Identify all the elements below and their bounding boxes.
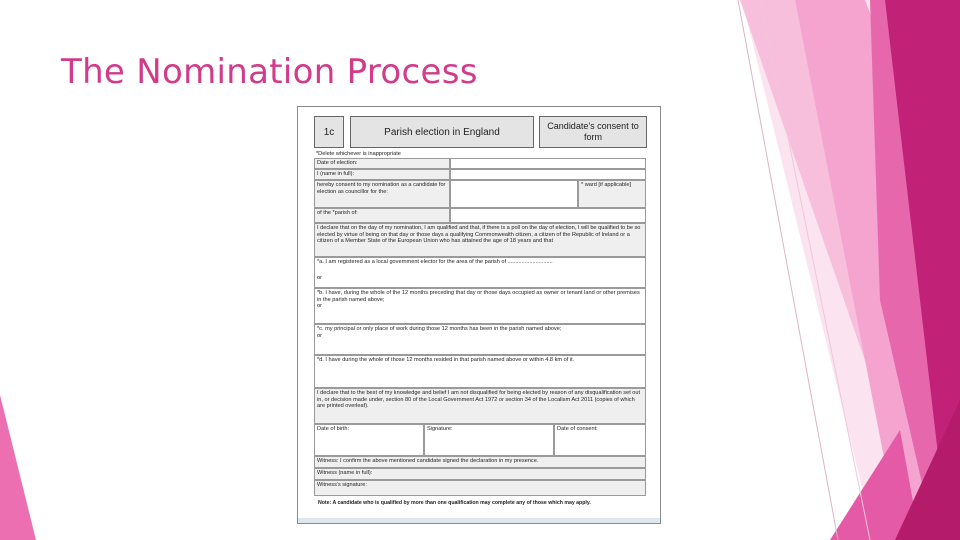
qualification-a-text: *a. I am registered as a local government elector for the area of the parish of ............................. bbox=[317, 259, 553, 265]
ward-label: * ward [if applicable] bbox=[578, 180, 646, 208]
consent-form bbox=[314, 116, 646, 516]
date-of-election-field bbox=[450, 158, 646, 169]
witness-confirm: Witness: I confirm the above mentioned candidate signed the declaration in my presence. bbox=[314, 456, 646, 468]
qualification-a bbox=[314, 257, 646, 288]
signature-field bbox=[424, 424, 554, 456]
or-text: or bbox=[317, 274, 322, 281]
date-of-election-label: Date of election: bbox=[314, 158, 450, 169]
declaration-text: I declare that on the day of my nomination, I am qualified and that, if there is a poll on the day of election, I will be qualified to be so elected by virtue of being on that day or those days a qualifying Commonwealth citizen, a citizen of the Republic of Ireland or a citizen of a Member State of the European Union who has attained the age of 18 years and that bbox=[314, 223, 646, 257]
nomination-form-image bbox=[297, 106, 661, 524]
qualification-b-text: *b. I have, during the whole of the 12 months preceding that day or those days occupied as owner or tenant land or other premises in the parish named above; bbox=[317, 290, 640, 303]
signature-label: Signature: bbox=[427, 426, 453, 432]
disqualification-text: I declare that to the best of my knowledge and belief I am not disqualified for being elected by reason of any disqualification set out in, or decision made under, section 80 of the Local Government Act 1972 or section 34 of the Localism Act 2011 (copies of which are printed overleaf). bbox=[314, 388, 646, 424]
parish-label: of the *parish of: bbox=[314, 208, 450, 223]
date-of-consent-label: Date of consent: bbox=[557, 426, 598, 432]
election-type-title: Parish election in England bbox=[350, 116, 534, 148]
delete-note: *Delete whichever is inappropriate bbox=[316, 151, 401, 157]
ward-field bbox=[450, 180, 578, 208]
date-of-birth-field bbox=[314, 424, 424, 456]
parish-field bbox=[450, 208, 646, 223]
left-pink-sliver bbox=[0, 395, 36, 540]
image-bottom-strip bbox=[298, 518, 660, 523]
qualification-c-text: *c. my principal or only place of work during those 12 months has been in the parish named above; bbox=[317, 326, 562, 332]
slide-title: The Nomination Process bbox=[61, 52, 478, 92]
witness-signature-label: Witness's signature: bbox=[314, 480, 646, 496]
qualification-c bbox=[314, 324, 646, 355]
form-name: Candidate’s consent to form bbox=[539, 116, 647, 148]
qualification-b bbox=[314, 288, 646, 324]
consent-label: hereby consent to my nomination as a candidate for election as councillor for the: bbox=[314, 180, 450, 208]
or-text: or bbox=[317, 332, 322, 339]
form-code: 1c bbox=[314, 116, 344, 148]
date-of-birth-label: Date of birth: bbox=[317, 426, 350, 432]
form-footnote: Note: A candidate who is qualified by more than one qualification may complete any of those which may apply. bbox=[318, 500, 591, 506]
name-field bbox=[450, 169, 646, 180]
witness-name-label: Witness (name in full): bbox=[314, 468, 646, 480]
date-of-consent-field bbox=[554, 424, 646, 456]
qualification-d: *d. I have during the whole of those 12 months resided in that parish named above or within 4.8 km of it. bbox=[314, 355, 646, 388]
name-label: I (name in full): bbox=[314, 169, 450, 180]
or-text: or bbox=[317, 303, 322, 310]
